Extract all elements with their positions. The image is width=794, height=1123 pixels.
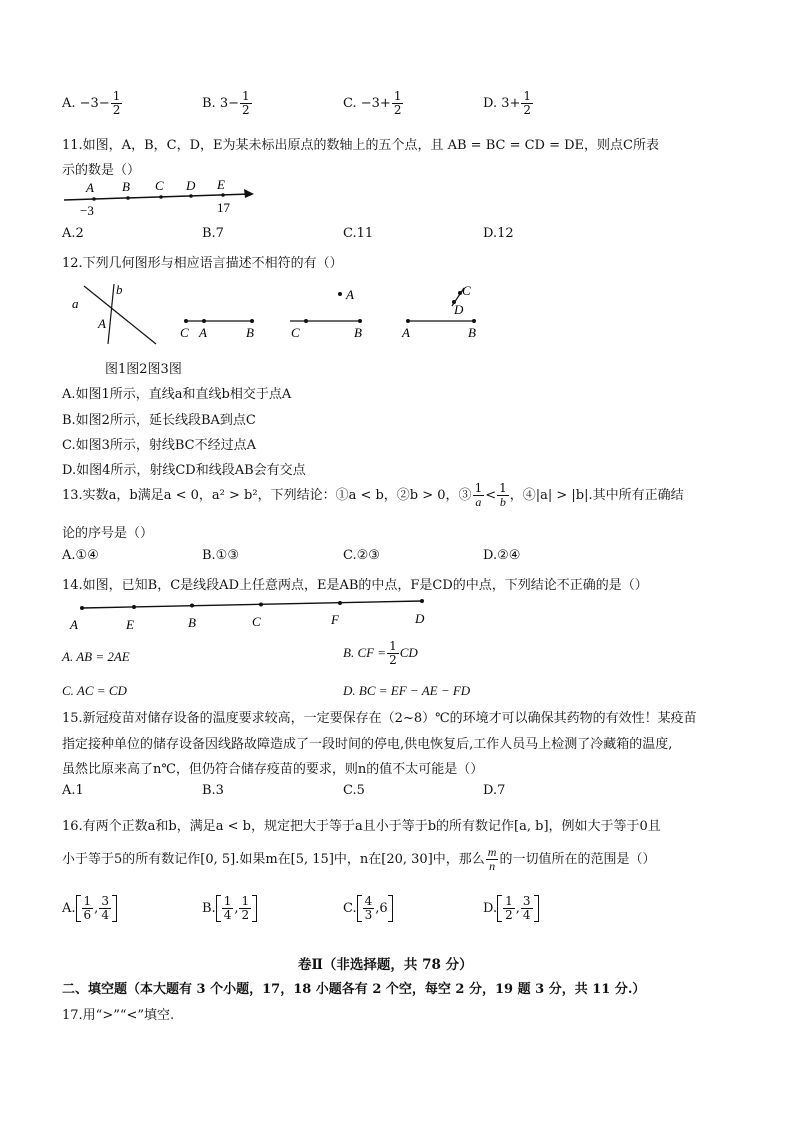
fraction: $\frac{3}{4}$ (522, 894, 531, 922)
q14-option-b-pre: B. CF = (343, 645, 387, 660)
label-d: D (454, 302, 464, 317)
q14-segment-figure (64, 596, 444, 632)
label-c: C (291, 325, 300, 340)
point-a (406, 319, 410, 323)
q11-option-d: D.12 (483, 226, 514, 241)
fraction: $\frac{1}{4}$ (223, 894, 232, 922)
q10-option-d-text: D. 3+ (483, 96, 521, 111)
q16-line2-b: 的一切值所在的范围是（） (499, 852, 656, 867)
q12-stem: 12.下列几何图形与相应语言描述不相符的有（） (62, 256, 343, 271)
option-label: A. (62, 901, 76, 916)
q13-stem-a: 13.实数a，b满足a < 0，a² > b²，下列结论：①a < b，②b > 0，③ (62, 488, 472, 503)
label-b: B (468, 325, 476, 340)
point-b (358, 319, 362, 323)
q10-option-b (202, 90, 253, 117)
q15-option-d: D.7 (483, 783, 506, 798)
option-label: B. (202, 901, 216, 916)
q15-line1: 15.新冠疫苗对储存设备的温度要求较高，一定要保存在（2~8）℃的环境才可以确保其药物的有效性！某疫苗 (62, 711, 697, 726)
point-e (221, 193, 225, 197)
point-a (202, 319, 206, 323)
q13-stem-line1 (62, 482, 684, 509)
q12-option-d: D.如图4所示，射线CD和线段AB会有交点 (62, 463, 306, 478)
point-b (250, 319, 254, 323)
less-than: < (485, 488, 497, 503)
q13-stem-b: ，④|a| > |b|.其中所有正确结 (509, 488, 684, 503)
point-b (190, 604, 194, 608)
fraction: $\frac{1}{2}$ (393, 89, 402, 117)
q16-line2-a: 小于等于5的所有数记作[0, 5].如果m在[5, 15]中，n在[20, 30]中，那么 (62, 852, 485, 867)
q16-option-d (483, 895, 539, 922)
q14-stem: 14.如图，已知B，C是线段AD上任意两点，E是AB的中点，F是CD的中点，下列结论不正确的是（） (62, 578, 648, 593)
q15-line2: 指定接种单位的储存设备因线路故障造成了一段时间的停电,供电恢复后,工作人员马上检测了冷藏箱的温度, (62, 737, 673, 752)
fraction: $\frac{1}{2}$ (389, 639, 397, 667)
q17-stem: 17.用“>”“<”填空. (62, 1008, 175, 1023)
q13-stem-line2: 论的序号是（） (62, 526, 154, 541)
point-b (472, 319, 476, 323)
label-c: C (252, 614, 261, 629)
value-a: −3 (80, 203, 94, 218)
label-A: A (98, 316, 106, 331)
q15-line3: 虽然比原来高了n℃，但仍符合储存疫苗的要求，则n的值不太可能是（） (62, 762, 484, 777)
point-f (338, 601, 342, 605)
line-b (108, 284, 114, 344)
fraction: $\frac{4}{3}$ (364, 894, 373, 922)
point-b (126, 196, 130, 200)
q12-figure-3 (286, 282, 376, 342)
q14-option-b (343, 640, 418, 667)
q16-line1: 16.有两个正数a和b，满足a < b，规定把大于等于a且小于等于b的所有数记作[a, b]，例如大于等于0且 (62, 819, 661, 834)
q11-number-line-figure (60, 178, 270, 218)
q11-option-a: A.2 (62, 226, 84, 241)
q12-figure-2 (174, 306, 264, 342)
section-heading: 二、填空题（本大题有 3 个小题，17，18 小题各有 2 个空，每空 2 分，19 题 3 分，共 11 分.） (62, 982, 646, 997)
q16-option-c (343, 895, 393, 922)
label-e: E (217, 178, 225, 192)
interval: $\frac{4}{3}$ ,6 (357, 895, 393, 922)
point-a (80, 606, 84, 610)
label-a: A (346, 287, 354, 302)
label-d: D (415, 611, 425, 626)
label-d: D (186, 178, 196, 193)
label-c: C (180, 325, 189, 340)
fraction: $\frac{m}{n}$ (487, 845, 497, 873)
arrow-head (244, 189, 254, 198)
point-c (184, 319, 188, 323)
q16-option-a (62, 895, 117, 922)
point-e (132, 605, 136, 609)
q10-option-c-text: C. −3+ (343, 96, 391, 111)
q11-stem-line1: 11.如图，A，B，C，D，E为某未标出原点的数轴上的五个点，且 AB = BC = CD = DE，则点C所表 (62, 138, 659, 153)
q10-option-b-text: B. 3− (202, 96, 239, 111)
point-c (304, 319, 308, 323)
q13-option-d: D.②④ (483, 548, 521, 563)
q11-stem-line2: 示的数是（） (62, 163, 141, 178)
q14-option-d: D. BC = EF − AE − FD (343, 683, 471, 698)
fraction: $\frac{3}{4}$ (101, 894, 109, 922)
q10-option-a (62, 90, 123, 117)
point-c (259, 603, 263, 607)
label-c: C (155, 178, 164, 193)
q14-option-c: C. AC = CD (62, 683, 127, 698)
q13-option-b: B.①③ (202, 548, 239, 563)
label-a: a (72, 296, 79, 311)
fraction: $\frac{1}{2}$ (505, 894, 513, 922)
q14-option-b-post: CD (399, 645, 418, 660)
label-c: C (462, 283, 471, 298)
label-a: A (70, 617, 78, 632)
fraction: $\frac{1}{b}$ (499, 481, 507, 509)
q12-figure-4 (396, 280, 496, 342)
q16-line2 (62, 846, 655, 873)
label-f: F (331, 612, 339, 627)
fraction: $\frac{1}{a}$ (474, 481, 483, 509)
label-a: A (199, 325, 207, 340)
fraction: $\frac{1}{2}$ (241, 89, 250, 117)
label-b: b (116, 282, 123, 297)
fraction: $\frac{1}{2}$ (523, 89, 532, 117)
value-e: 17 (217, 200, 230, 215)
label-b: B (354, 325, 362, 340)
q15-option-a: A.1 (62, 783, 84, 798)
q12-option-c: C.如图3所示，射线BC不经过点A (62, 438, 257, 453)
fraction: $\frac{1}{2}$ (241, 894, 250, 922)
q14-option-a: A. AB = 2AE (62, 649, 130, 664)
q13-option-a: A.①④ (62, 548, 99, 563)
q12-option-a: A.如图1所示，直线a和直线b相交于点A (62, 387, 292, 402)
interval: $\frac{1}{4}$ , $\frac{1}{2}$ (216, 895, 257, 922)
q12-figure-1 (64, 280, 164, 350)
q12-figure-caption: 图1图2图3图 (105, 362, 182, 377)
label-b: B (246, 325, 254, 340)
point-d (420, 599, 424, 603)
q10-option-a-text: A. −3− (62, 96, 110, 111)
q11-option-b: B.7 (202, 226, 224, 241)
fraction: $\frac{1}{6}$ (83, 894, 92, 922)
q12-option-b: B.如图2所示，延长线段BA到点C (62, 413, 256, 428)
label-e: E (126, 617, 134, 632)
label-b: B (122, 179, 130, 194)
q10-option-c (343, 90, 404, 117)
q10-option-d (483, 90, 534, 117)
upper-bound: 6 (379, 901, 388, 916)
q15-option-c: C.5 (343, 783, 365, 798)
label-a: A (86, 180, 94, 195)
interval: $\frac{1}{2}$ , $\frac{3}{4}$ (497, 895, 538, 922)
point-d (189, 194, 193, 198)
point-a (338, 292, 342, 296)
fraction: $\frac{1}{2}$ (112, 89, 121, 117)
section-title: 卷Ⅱ（非选择题，共 78 分） (298, 957, 473, 973)
option-label: D. (483, 901, 498, 916)
interval: $\frac{1}{6}$ , $\frac{3}{4}$ (76, 895, 117, 922)
q11-option-c: C.11 (343, 226, 374, 241)
point-a (92, 197, 96, 201)
q16-option-b (202, 895, 257, 922)
option-label: C. (343, 901, 357, 916)
label-a: A (402, 325, 410, 340)
point-c (159, 195, 163, 199)
label-b: B (188, 615, 196, 630)
q13-option-c: C.②③ (343, 548, 380, 563)
q15-option-b: B.3 (202, 783, 224, 798)
